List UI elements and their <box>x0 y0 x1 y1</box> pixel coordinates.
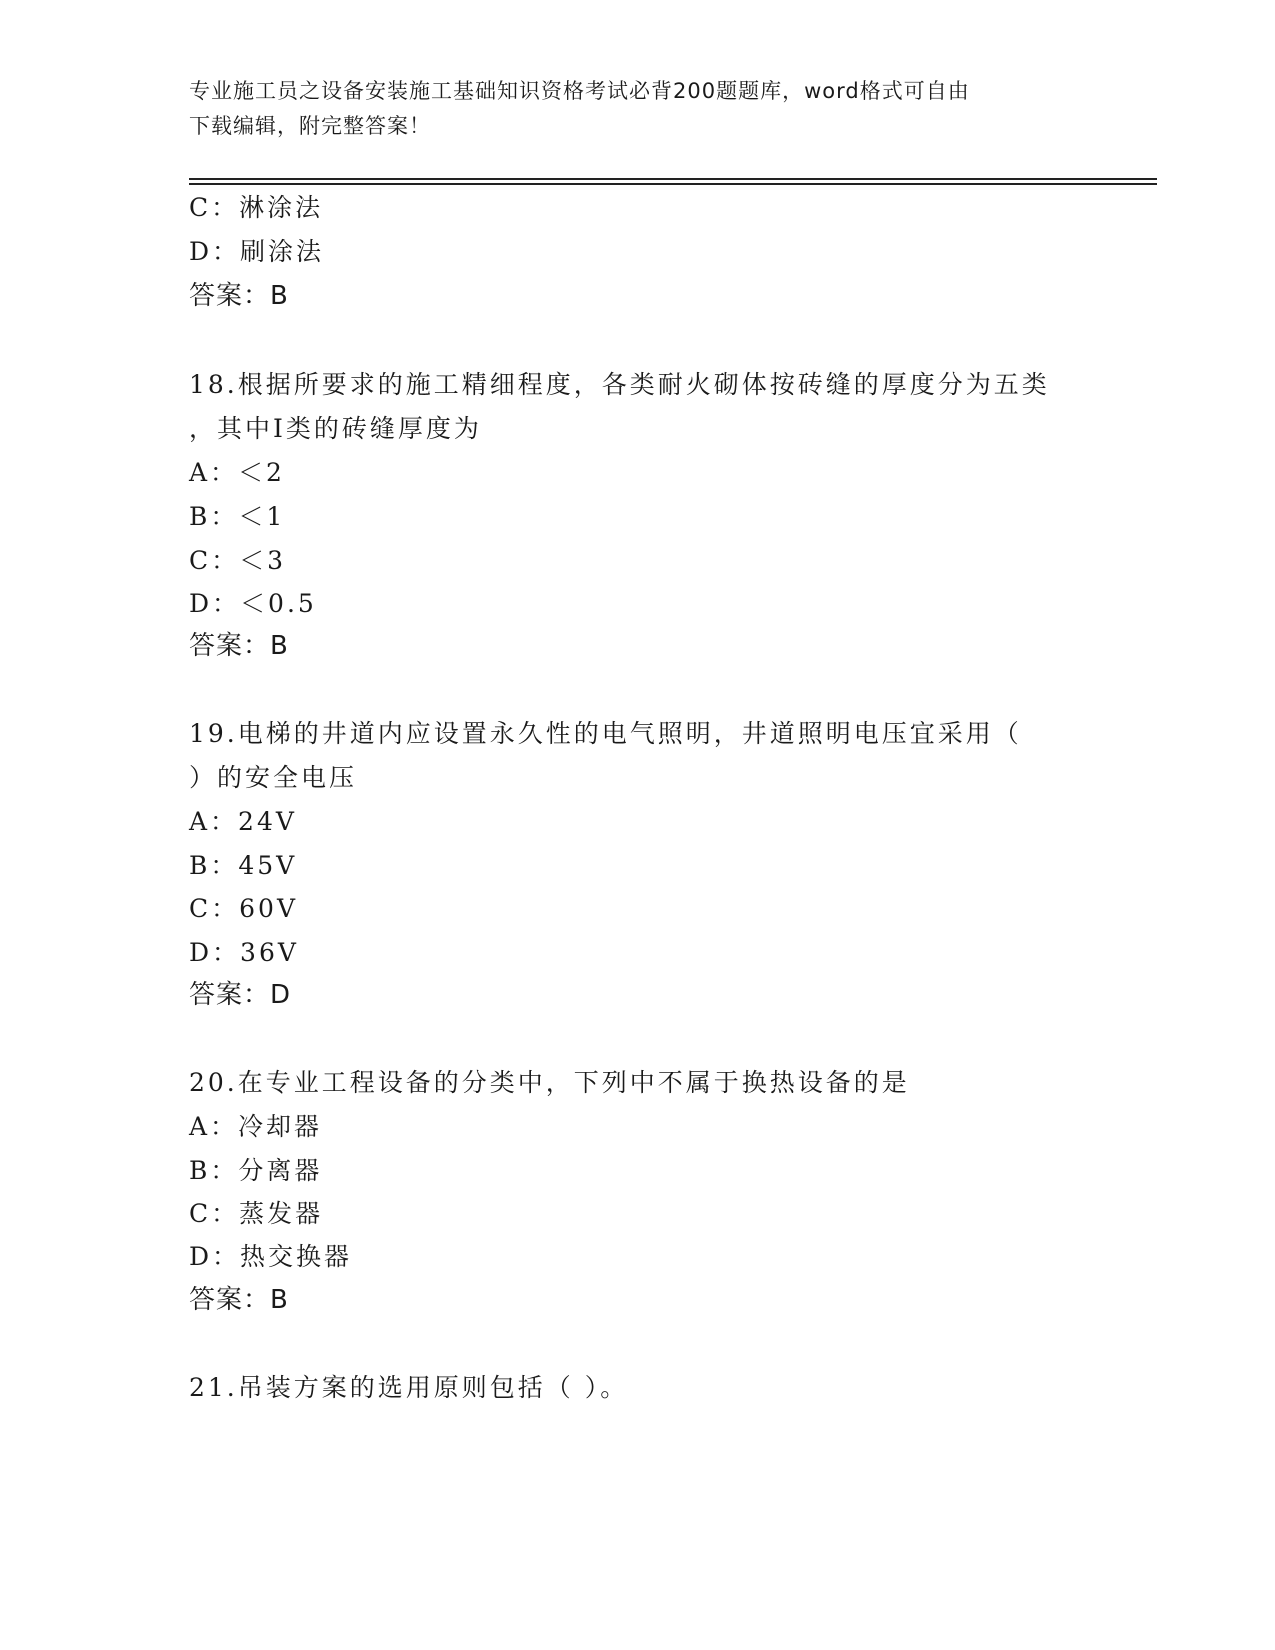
document-header <box>189 74 1089 144</box>
q17-option-d: D：刷涂法 <box>189 237 325 266</box>
q19-option-b: B：45V <box>189 851 298 880</box>
q18-option-c: C：＜3 <box>189 546 287 575</box>
q20-answer: 答案：B <box>189 1285 289 1315</box>
header-line-2: 下载编辑，附完整答案！ <box>189 114 431 138</box>
q19-option-c: C：60V <box>189 894 298 923</box>
q17-answer: 答案：B <box>189 281 289 311</box>
q19-answer: 答案：D <box>189 980 292 1010</box>
q20-option-c: C：蒸发器 <box>189 1199 324 1228</box>
q19-option-a: A：24V <box>189 807 297 836</box>
header-divider-bottom <box>189 183 1157 185</box>
header-line-1: 专业施工员之设备安装施工基础知识资格考试必背200题题库，word格式可自由 <box>189 79 970 103</box>
q20-option-b: B：分离器 <box>189 1156 323 1185</box>
q17-option-c: C：淋涂法 <box>189 193 324 222</box>
q18-option-b: B：＜1 <box>189 502 286 531</box>
q19-option-d: D：36V <box>189 938 299 967</box>
q21-stem-line-1: 21.吊装方案的选用原则包括（ ）。 <box>189 1373 629 1402</box>
q18-stem-line-1: 18.根据所要求的施工精细程度，各类耐火砌体按砖缝的厚度分为五类 <box>189 370 1050 399</box>
q19-stem-line-2: ）的安全电压 <box>189 763 358 792</box>
q19-stem-line-1: 19.电梯的井道内应设置永久性的电气照明，井道照明电压宜采用（ <box>189 719 1022 748</box>
q18-option-a: A：＜2 <box>189 458 285 487</box>
q20-stem-line-1: 20.在专业工程设备的分类中，下列中不属于换热设备的是 <box>189 1068 910 1097</box>
q20-option-a: A：冷却器 <box>189 1112 323 1141</box>
q18-option-d: D：＜0.5 <box>189 589 317 618</box>
header-divider-top <box>189 178 1157 180</box>
q18-stem-line-2: ，其中Ⅰ类的砖缝厚度为 <box>189 414 482 443</box>
q18-answer: 答案：B <box>189 631 289 661</box>
q20-option-d: D：热交换器 <box>189 1242 353 1271</box>
